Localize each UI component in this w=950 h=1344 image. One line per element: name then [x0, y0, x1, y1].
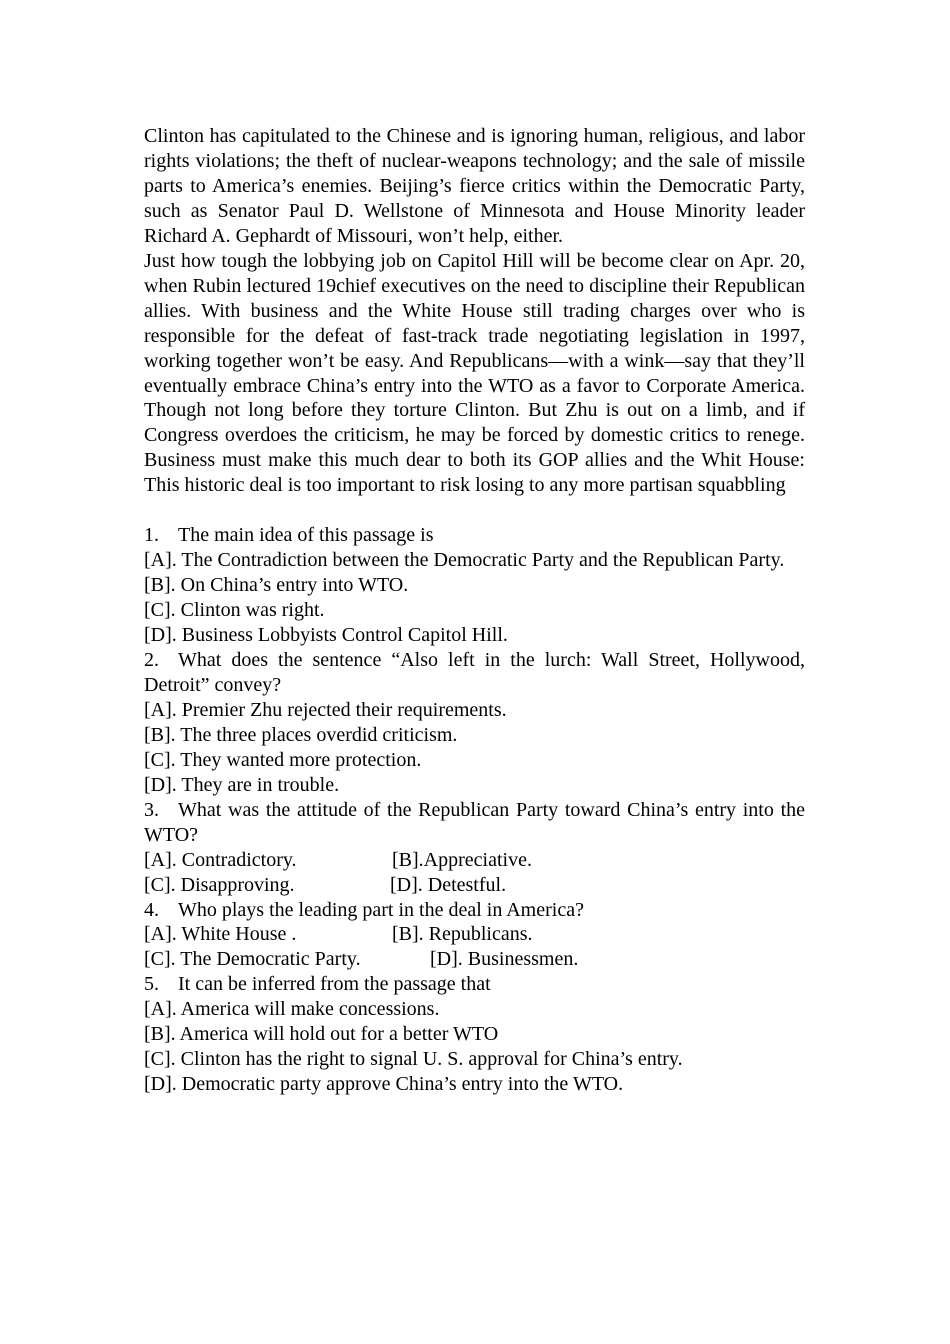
option: [A]. White House .	[144, 923, 297, 946]
option: [D]. They are in trouble.	[144, 773, 340, 796]
question-text: It can be inferred from the passage that	[178, 973, 491, 996]
question-text: The main idea of this passage is	[178, 524, 434, 547]
question-text: Who plays the leading part in the deal in America?	[178, 898, 584, 921]
question-5	[144, 972, 805, 1097]
question-3	[144, 798, 805, 898]
option: [C]. The Democratic Party.	[144, 948, 361, 971]
option: [D]. Businessmen.	[430, 948, 579, 971]
option: [C]. Clinton was right.	[144, 599, 325, 622]
option: [D]. Business Lobbyists Control Capitol Hill.	[144, 624, 508, 647]
question-number: 5.	[144, 973, 159, 996]
option: [C]. Clinton has the right to signal U. S. approval for China’s entry.	[144, 1048, 683, 1071]
option: [B]. America will hold out for a better WTO	[144, 1023, 499, 1046]
question-1	[144, 523, 805, 648]
question-4	[144, 898, 805, 973]
question-number: 2.	[144, 649, 159, 671]
option: [C]. Disapproving.	[144, 873, 295, 896]
question-number: 3.	[144, 798, 159, 821]
question-2	[144, 648, 805, 798]
option: [A]. Contradictory.	[144, 848, 297, 871]
question-number: 1.	[144, 524, 159, 547]
question-text: What does the sentence “Also left in the lurch: Wall Street, Hollywood, Detroit” convey?	[144, 649, 805, 696]
option: [B]. On China’s entry into WTO.	[144, 574, 409, 597]
option: [A]. America will make concessions.	[144, 998, 440, 1021]
option: [C]. They wanted more protection.	[144, 748, 422, 771]
spacer	[144, 498, 805, 523]
option: [B].Appreciative.	[392, 848, 532, 871]
option: [D]. Detestful.	[390, 873, 507, 896]
passage-paragraph: Clinton has capitulated to the Chinese and is ignoring human, religious, and labor rights violations; the theft of nuclear-weapons technology; and the sale of missile parts to America’s enemies. Beijing’s fierce critics within the Democratic Party, such as Senator Paul D. Wellstone of Minnesota and House Minority leader Richard A. Gephardt of Missouri, won’t help, either.	[144, 125, 805, 247]
question-number: 4.	[144, 898, 159, 921]
option: [D]. Democratic party approve China’s entry into the WTO.	[144, 1073, 624, 1096]
option: [A]. The Contradiction between the Democratic Party and the Republican Party.	[144, 549, 785, 572]
option: [B]. Republicans.	[392, 923, 533, 946]
question-text: What was the attitude of the Republican Party toward China’s entry into the WTO?	[144, 798, 805, 846]
document-body	[144, 124, 805, 1097]
option: [A]. Premier Zhu rejected their requirements.	[144, 698, 507, 721]
passage-paragraph: Just how tough the lobbying job on Capitol Hill will be become clear on Apr. 20, when Rubin lectured 19chief executives on the need to discipline their Republican allies. With business and the White House still trading charges over who is responsible for the defeat of fast-track trade negotiating legislation in 1997, working together won’t be easy. And Republicans—with a wink—say that they’ll eventually embrace China’s entry into the WTO as a favor to Corporate America. Though not long before they torture Clinton. But Zhu is out on a limb, and if Congress overdoes the criticism, he may be forced by domestic critics to renege. Business must make this much dear to both its GOP allies and the Whit House: This historic deal is too important to risk losing to any more partisan squabbling	[144, 249, 805, 497]
option: [B]. The three places overdid criticism.	[144, 723, 458, 746]
